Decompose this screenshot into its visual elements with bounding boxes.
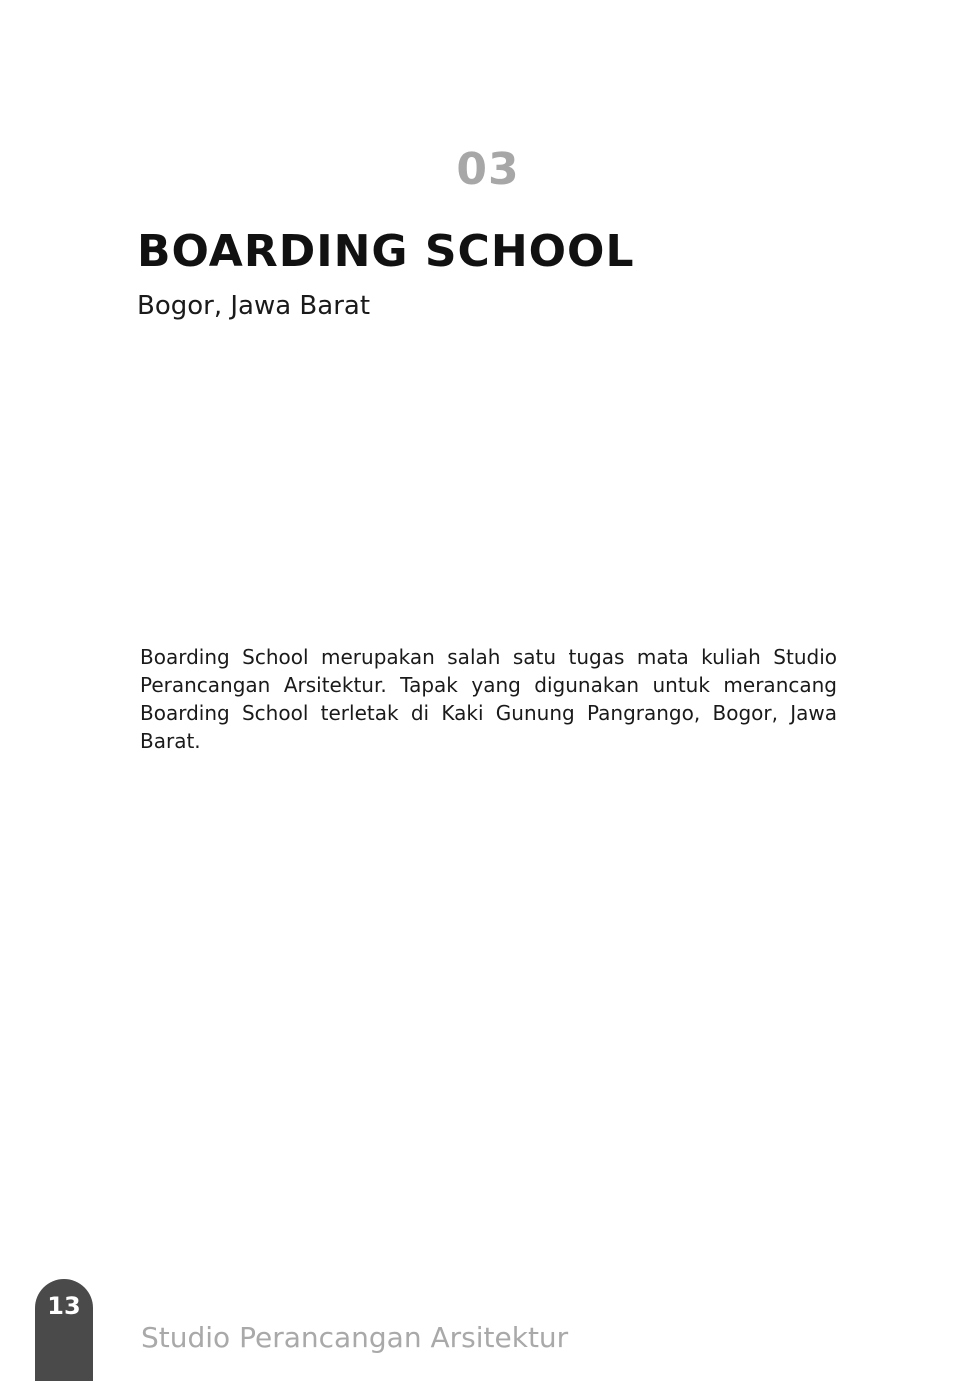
location-subtitle: Bogor, Jawa Barat: [137, 291, 371, 321]
page-number: 13: [47, 1292, 81, 1320]
section-number: 03: [456, 144, 520, 195]
project-description: Boarding School merupakan salah satu tugas mata kuliah Studio Perancangan Arsitektur. Tapak yang digunakan untuk merancang Boarding School terletak di Kaki Gunung Pangrango, Bogor, Jawa Barat.: [140, 645, 837, 753]
page-number-tab: [35, 1279, 93, 1381]
footer-book-title: Studio Perancangan Arsitektur: [141, 1321, 569, 1354]
page-title: BOARDING SCHOOL: [137, 226, 635, 277]
